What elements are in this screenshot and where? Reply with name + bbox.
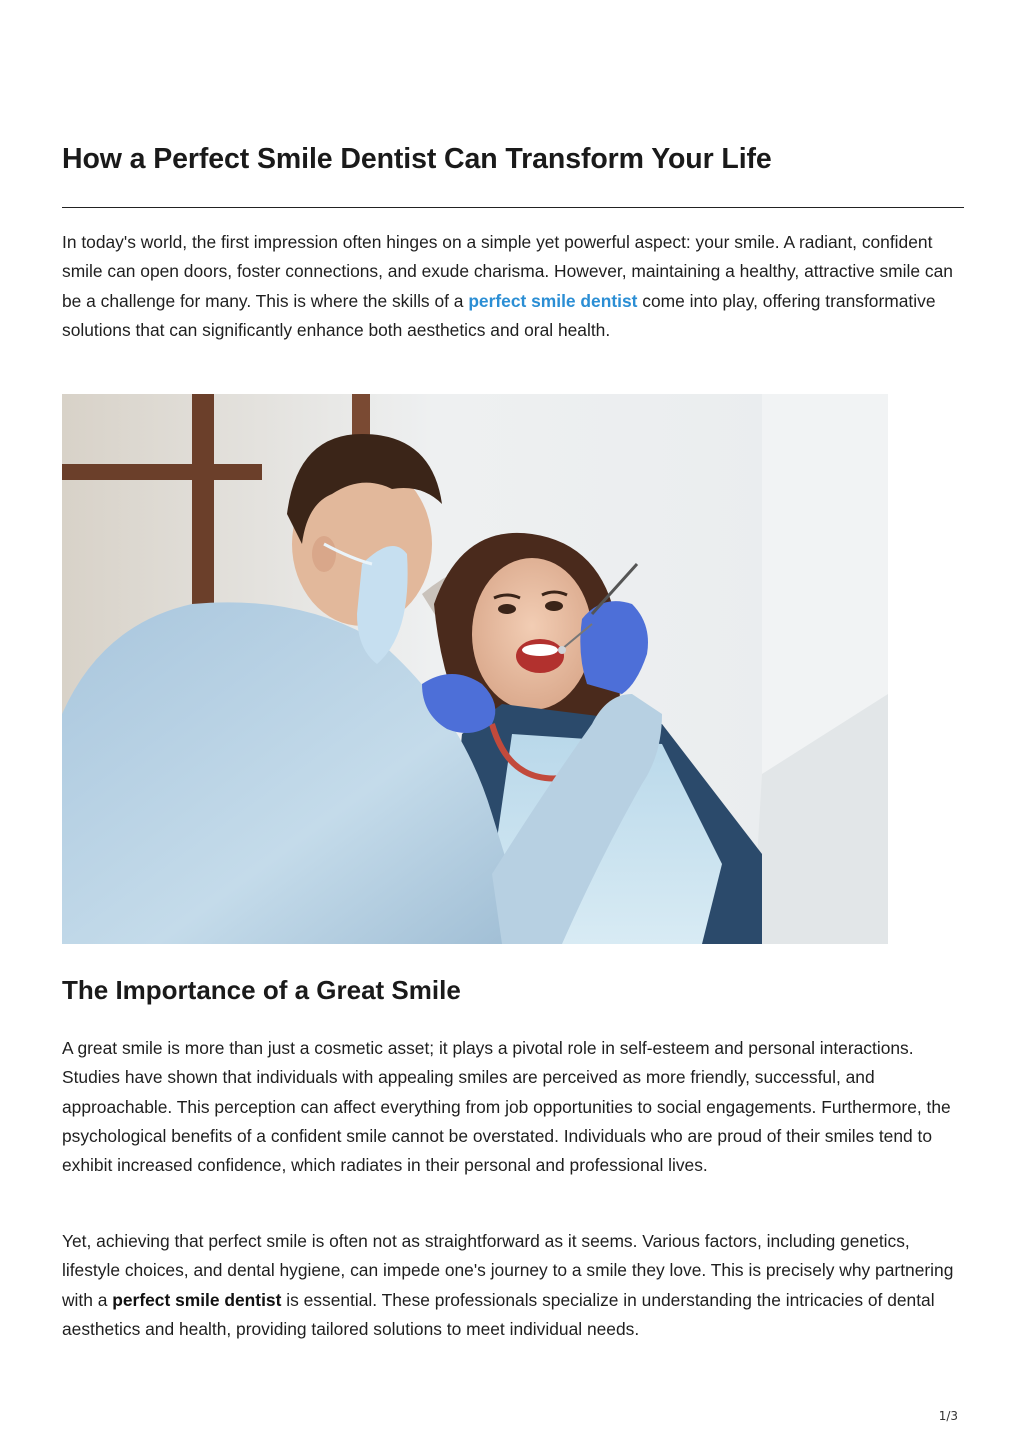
partnering-text-end: is essential. These professionals specialize in understanding the intricacies of dental aesthetics and health, providing tailored solutions to meet individual needs. [62, 1289, 935, 1339]
section-heading: The Importance of a Great Smile [62, 975, 461, 1005]
intro-text-start: In today's world, the first impression often hinges on a simple yet powerful aspect: your smile. A radiant, confident smile can open doors, foster connections, and exude charisma. However, maintaining a healthy, attractive smile can be a challenge for many. This is where the skills of a [62, 232, 953, 311]
perfect-smile-dentist-link[interactable]: perfect smile dentist [468, 290, 638, 311]
intro-paragraph [62, 228, 964, 345]
partnering-paragraph [62, 1227, 964, 1344]
title-divider [62, 207, 964, 208]
partnering-text-start: Yet, achieving that perfect smile is often not as straightforward as it seems. Various factors, including genetics, lifestyle choices, and dental hygiene, can impede one's journey to a smile they love. This is precisely why partnering with a [62, 1231, 954, 1310]
perfect-smile-dentist-bold: perfect smile dentist [112, 1289, 282, 1310]
importance-paragraph: A great smile is more than just a cosmetic asset; it plays a pivotal role in self-esteem and personal interactions. Studies have shown that individuals with appealing smiles are perceived as more friendly, successful, and approachable. This perception can affect everything from job opportunities to social engagements. Furthermore, the psychological benefits of a confident smile cannot be overstated. Individuals who are proud of their smiles tend to exhibit increased confidence, which radiates in their personal and professional lives. [62, 1038, 951, 1176]
article-title: How a Perfect Smile Dentist Can Transform Your Life [62, 143, 772, 175]
page-number: 1/3 [938, 1409, 958, 1423]
dentist-patient-photo [62, 394, 888, 944]
intro-text-end: come into play, offering transformative solutions that can significantly enhance both aesthetics and oral health. [62, 290, 936, 340]
